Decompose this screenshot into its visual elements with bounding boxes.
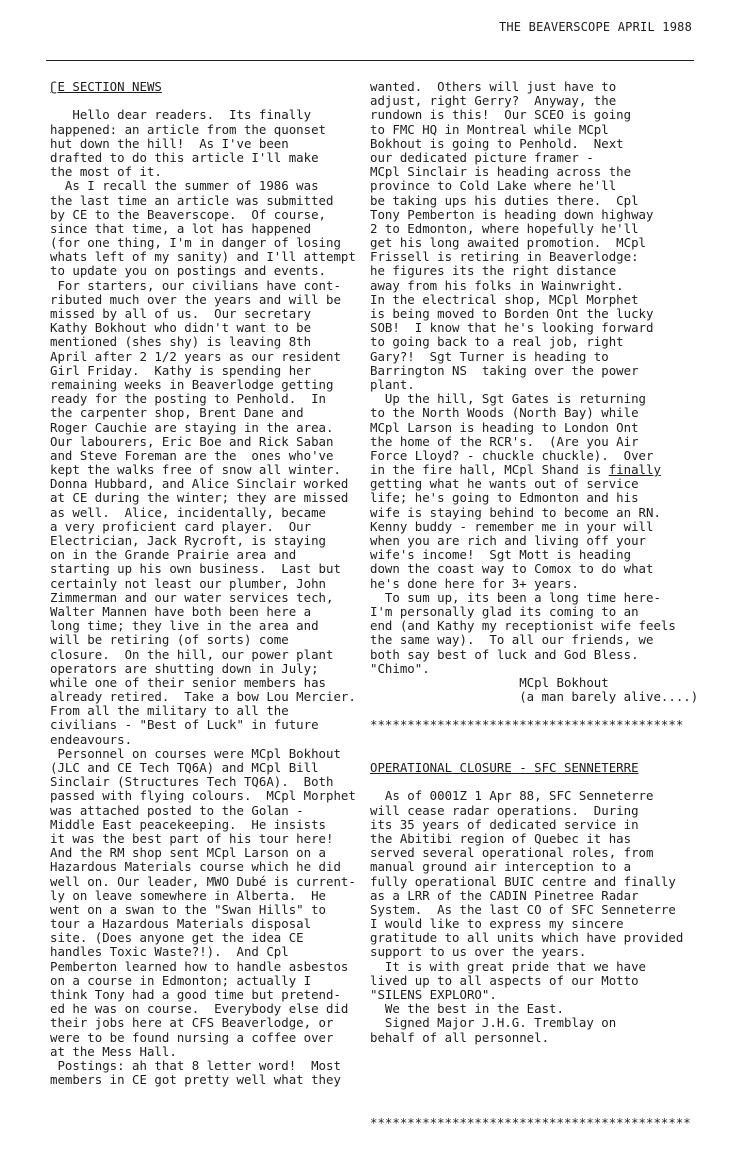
emphasis: finally [608, 462, 661, 478]
text-line: certainly not least our plumber, John [50, 575, 327, 591]
text-line: end (and Kathy my receptionist wife feels [370, 618, 676, 634]
text-line: the last time an article was submitted [50, 192, 334, 208]
text-line: will cease radar operations. During [370, 802, 639, 818]
text-line: (for one thing, I'm in danger of losing [50, 235, 341, 251]
text-line: Bokhout is going to Penhold. Next [370, 135, 624, 151]
text-line: As of 0001Z 1 Apr 88, SFC Senneterre [370, 788, 654, 804]
text-line: I would like to express my sincere [370, 916, 624, 932]
text-line: (JLC and CE Tech TQ6A) and MCpl Bill [50, 760, 319, 775]
text-line: and Steve Foreman are the ones who've [50, 447, 334, 463]
text-line: "Chimo". [370, 660, 430, 676]
text-line: starting up his own business. Last but [50, 561, 341, 577]
text-line: its 35 years of dedicated service in [370, 816, 639, 832]
text-line: Hazardous Materials course which he did [50, 859, 341, 875]
text-line [370, 704, 700, 718]
text-line: Signed Major J.H.G. Tremblay on [370, 1015, 617, 1031]
text-line: ******************************************* [370, 1114, 691, 1130]
section-heading: OPERATIONAL CLOSURE - SFC SENNETERRE [370, 760, 639, 775]
text-line: the most of it. [50, 164, 162, 180]
text-line: get his long awaited promotion. MCpl [370, 235, 647, 251]
text-line: behalf of all personnel. [370, 1029, 550, 1045]
text-line: handles Toxic Waste?!). And Cpl [50, 944, 289, 960]
text-line: to FMC HQ in Montreal while MCpl [370, 121, 609, 137]
text-line: on a course in Edmonton; actually I [50, 972, 312, 988]
text-line: MCpl Bokhout [370, 674, 609, 690]
text-line [370, 733, 700, 747]
text-line: support to us over the years. [370, 944, 587, 960]
text-line: life; he's going to Edmonton and his [370, 490, 639, 506]
text-line: MCpl Sinclair is heading across the [370, 164, 632, 180]
text-line: Kenny buddy - remember me in your will [370, 518, 654, 534]
text-line: MCpl Larson is heading to London Ont [370, 419, 639, 435]
text-line: We the best in the East. [370, 1001, 564, 1017]
text-line: site. (Does anyone get the idea CE [50, 930, 304, 946]
text-line: (a man barely alive....) [370, 689, 699, 705]
text-line: In the electrical shop, MCpl Morphet [370, 291, 639, 307]
text-line: closure. On the hill, our power plant [50, 646, 334, 662]
text-line: happened: an article from the quonset [50, 121, 327, 137]
text-line: kept the walks free of snow all winter. [50, 462, 341, 478]
text-line: Personnel on courses were MCpl Bokhout [50, 745, 341, 761]
text-line: be taking ups his duties there. Cpl [370, 192, 639, 208]
text-line: adjust, right Gerry? Anyway, the [370, 93, 617, 109]
text-line: And the RM shop sent MCpl Larson on a [50, 845, 327, 861]
text-line: the same way). To all our friends, we [370, 632, 654, 648]
text-line [370, 1102, 700, 1116]
text-line: to going back to a real job, right [370, 334, 624, 350]
text-line: From all the military to all the [50, 703, 289, 719]
left-column [50, 80, 360, 1087]
text-line: Our labourers, Eric Boe and Rick Saban [50, 433, 334, 449]
text-line: members in CE got pretty well what they [50, 1072, 341, 1088]
text-line: wanted. Others will just have to [370, 79, 617, 94]
text-line: Postings: ah that 8 letter word! Most [50, 1057, 341, 1073]
text-line: ready for the posting to Penhold. In [50, 391, 327, 407]
text-line: away from his folks in Wainwright. [370, 277, 624, 293]
text-line: civilians - "Best of Luck" in future [50, 717, 319, 733]
text-line: ed he was on course. Everybody else did [50, 1001, 349, 1017]
text-line: at the Mess Hall. [50, 1043, 177, 1059]
text-line: Walter Mannen have both been here a [50, 603, 312, 619]
text-line: when you are rich and living off your [370, 533, 647, 548]
text-line: mentioned (shes shy) is leaving 8th [50, 334, 312, 350]
text-line: as well. Alice, incidentally, became [50, 504, 327, 520]
masthead: THE BEAVERSCOPE APRIL 1988 [498, 20, 692, 34]
text-line: Donna Hubbard, and Alice Sinclair worked [50, 476, 349, 492]
text-line: missed by all of us. Our secretary [50, 306, 312, 321]
text-line: remaining weeks in Beaverlodge getting [50, 376, 334, 392]
text-line: he figures its the right distance [370, 263, 617, 279]
text-line: already retired. Take a bow Lou Mercier. [50, 689, 356, 705]
text-line: province to Cold Lake where he'll [370, 178, 617, 194]
text-line: will be retiring (of sorts) come [50, 632, 289, 648]
text-line: System. As the last CO of SFC Senneterre [370, 901, 676, 917]
text-line: think Tony had a good time but pretend- [50, 987, 341, 1002]
text-line: endeavours. [50, 731, 133, 747]
text-line: whats left of my sanity) and I'll attempt [50, 249, 356, 265]
text-line: I'm personally glad its coming to an [370, 603, 639, 619]
text-line: Pemberton learned how to handle asbestos [50, 958, 349, 974]
text-line: to update you on postings and events. [50, 263, 327, 279]
text-line: Up the hill, Sgt Gates is returning [370, 391, 647, 407]
text-line: passed with flying colours. MCpl Morphet [50, 788, 356, 804]
text-line: Force Lloyd? - chuckle chuckle). Over [370, 447, 654, 463]
text-line: ly on leave somewhere in Alberta. He [50, 887, 327, 903]
text-line [370, 1073, 700, 1087]
text-line: in the fire hall, MCpl Shand is finally [370, 462, 661, 478]
text-line: "SILENS EXPLORO". [370, 987, 497, 1002]
text-line: the Abitibi region of Quebec it has [370, 830, 632, 846]
text-line: went on a swan to the "Swan Hills" to [50, 901, 327, 917]
text-line: Zimmerman and our water services tech, [50, 589, 334, 605]
section-heading: ʗE SECTION NEWS [50, 79, 162, 94]
text-line: a very proficient card player. Our [50, 518, 312, 534]
text-line: To sum up, its been a long time here- [370, 589, 661, 605]
text-line: Electrician, Jack Rycroft, is staying [50, 533, 327, 548]
text-line: at CE during the winter; they are missed [50, 490, 349, 506]
text-line: well on. Our leader, MWO Dubé is current- [50, 873, 356, 889]
text-line: to the North Woods (North Bay) while [370, 405, 639, 421]
text-line: it was the best part of his tour here! [50, 830, 334, 846]
text-line: drafted to do this article I'll make [50, 149, 319, 165]
text-line [370, 1087, 700, 1101]
text-line: down the coast way to Comox to do what [370, 561, 654, 577]
text-line: gratitude to all units which have provided [370, 930, 684, 946]
text-line: operators are shutting down in July; [50, 660, 319, 676]
text-line: Kathy Bokhout who didn't want to be [50, 320, 312, 336]
text-line: As I recall the summer of 1986 was [50, 178, 319, 194]
text-line: fully operational BUIC centre and finally [370, 873, 676, 889]
text-line [370, 775, 700, 789]
header-rule [46, 60, 694, 61]
text-line: lived up to all aspects of our Motto [370, 972, 639, 988]
text-line: plant. [370, 376, 415, 392]
text-line: both say best of luck and God Bless. [370, 646, 639, 662]
text-line: April after 2 1/2 years as our resident [50, 348, 341, 364]
text-line: Hello dear readers. Its finally [50, 107, 312, 123]
text-line: Gary?! Sgt Turner is heading to [370, 348, 609, 364]
text-line: ributed much over the years and will be [50, 291, 341, 307]
text-line: Frissell is retiring in Beaverlodge: [370, 249, 639, 265]
text-line: hut down the hill! As I've been [50, 135, 289, 151]
text-line: their jobs here at CFS Beaverlodge, or [50, 1015, 334, 1031]
text-line: rundown is this! Our SCEO is going [370, 107, 632, 123]
text-line: SOB! I know that he's looking forward [370, 320, 654, 336]
text-line: 2 to Edmonton, where hopefully he'll [370, 220, 639, 236]
text-line: on in the Grande Prairie area and [50, 547, 297, 563]
text-line [50, 94, 360, 108]
text-line: long time; they live in the area and [50, 618, 319, 634]
text-line: It is with great pride that we have [370, 958, 647, 974]
text-line [370, 1059, 700, 1073]
text-line [370, 747, 700, 761]
text-line: is being moved to Borden Ont the lucky [370, 306, 654, 321]
text-line: our dedicated picture framer - [370, 149, 594, 165]
text-line: served several operational roles, from [370, 845, 654, 861]
text-line: ****************************************** [370, 717, 684, 733]
text-line: by CE to the Beaverscope. Of course, [50, 206, 327, 222]
text-line: while one of their senior members has [50, 674, 327, 690]
text-line: he's done here for 3+ years. [370, 575, 579, 591]
text-line: wife's income! Sgt Mott is heading [370, 547, 632, 563]
text-line: since that time, a lot has happened [50, 220, 312, 236]
text-line: For starters, our civilians have cont- [50, 277, 341, 293]
text-line: as a LRR of the CADIN Pinetree Radar [370, 887, 639, 903]
text-line: Middle East peacekeeping. He insists [50, 816, 327, 832]
text-line: was attached posted to the Golan - [50, 802, 304, 818]
right-column [370, 80, 700, 1130]
text-line: wife is staying behind to become an RN. [370, 504, 661, 520]
text-line: tour a Hazardous Materials disposal [50, 916, 312, 932]
text-line [370, 1045, 700, 1059]
text-line: the carpenter shop, Brent Dane and [50, 405, 304, 421]
text-line: the home of the RCR's. (Are you Air [370, 433, 639, 449]
text-line: Sinclair (Structures Tech TQ6A). Both [50, 774, 334, 790]
text-line: Tony Pemberton is heading down highway [370, 206, 654, 222]
text-line: getting what he wants out of service [370, 476, 639, 492]
text-line: Roger Cauchie are staying in the area. [50, 419, 334, 435]
text-line: were to be found nursing a coffee over [50, 1029, 334, 1045]
text-line: Barrington NS taking over the power [370, 362, 639, 378]
text-line: manual ground air interception to a [370, 859, 632, 875]
text-line: Girl Friday. Kathy is spending her [50, 362, 312, 378]
